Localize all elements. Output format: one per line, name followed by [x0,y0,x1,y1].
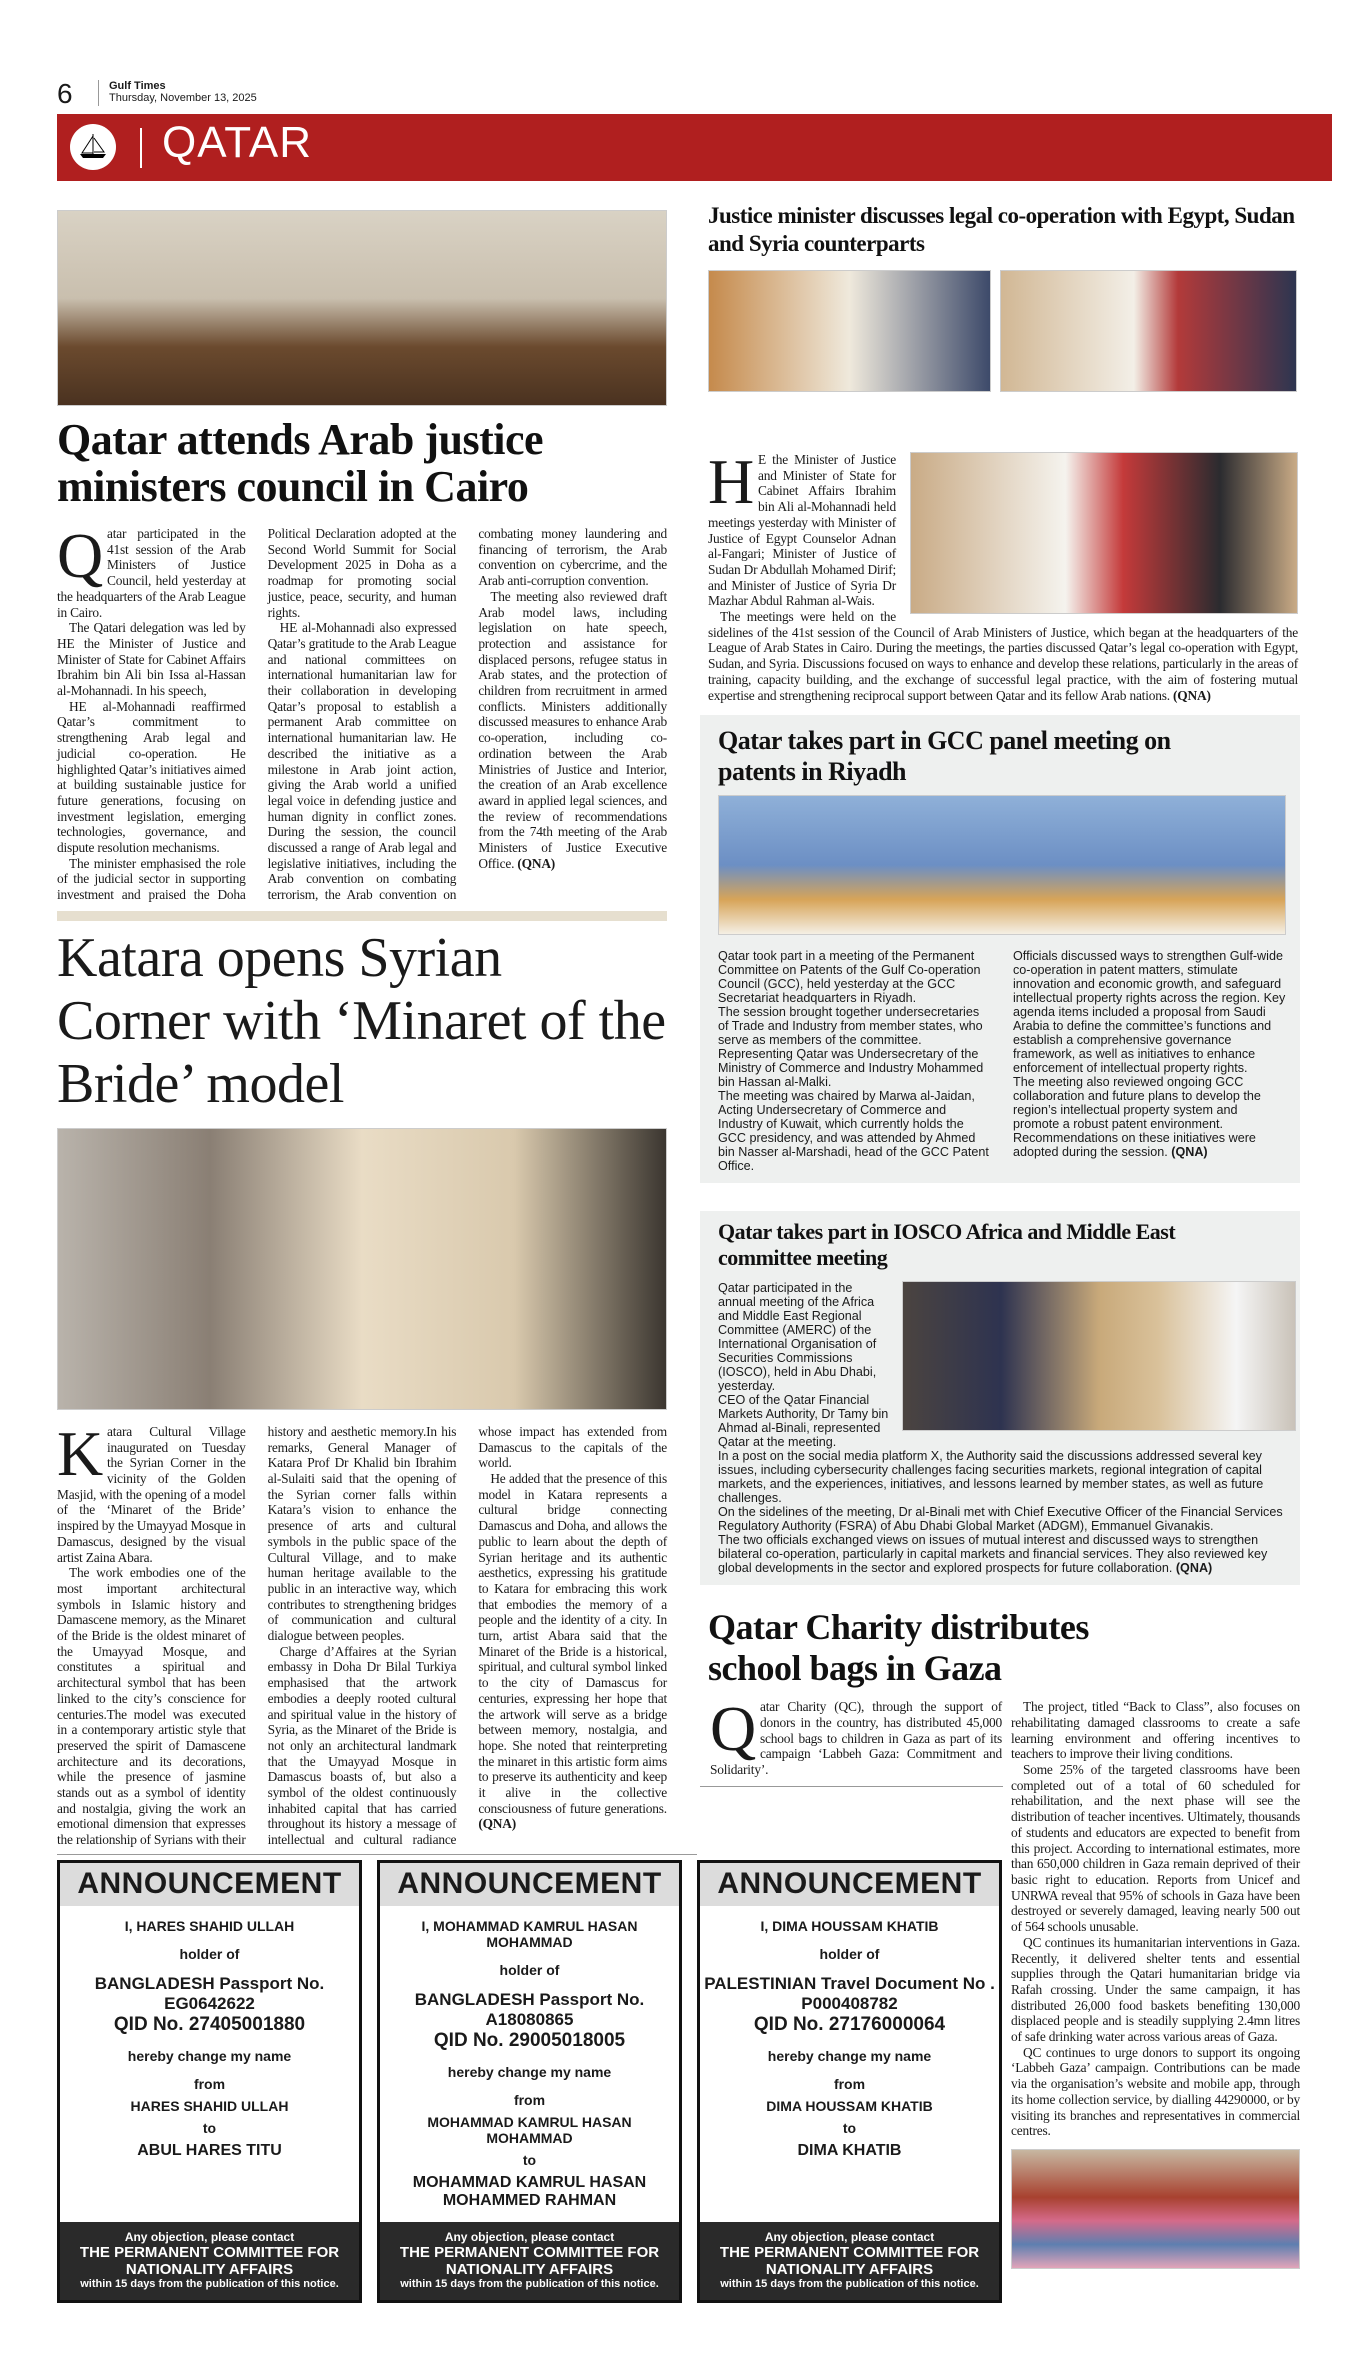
change-statement: hereby change my name [447,2064,612,2080]
change-statement: hereby change my name [127,2048,292,2064]
objection-footer [700,2222,999,2300]
new-name: ABUL HARES TITU [137,2142,282,2159]
justice-meeting-photo-2 [1000,270,1297,392]
paragraph: The session brought together undersecretaries of Trade and Industry from member states, who serve as members of the committee. [718,1005,983,1048]
old-name: DIMA HOUSSAM KHATIB [766,2098,933,2114]
qid-number: QID No. 27176000064 [753,2014,946,2035]
announcement-title: ANNOUNCEMENT [380,1863,679,1906]
credit: (QNA) [1173,687,1211,703]
issue-date: Thursday, November 13, 2025 [109,92,257,104]
paragraph: QC continues to urge donors to support its ongoing ‘Labbeh Gaza’ campaign. Contributions can be made via the organisation’s website and mobile app, through its home collection service, by dialling 44290000, or by visiting its branches and representatives in commercial centres. [1010,2044,1300,2139]
objection-footer [380,2222,679,2300]
paragraph: The meeting also reviewed ongoing GCC collaboration and future plans to develop the region’s intellectual property system and promote a robust patent environment. Recommendations on these initiatives were adopted during the session. [1013,1075,1261,1160]
applicant-name: I, HARES SHAHID ULLAH [124,1918,295,1934]
paragraph: The minister emphasised the role of the judicial sector in supporting investment and praised the Doha Political Declaration adopted at the Second World Summit for Social Development 2025 in Doha as a roadmap for promoting social justice, peace, security, and human rights. [57,526,457,903]
left-column [57,210,667,1848]
paragraph: QC continues its humanitarian interventions in Gaza. Recently, it delivered shelter tents and essential supplies through the Qatari humanitarian bridge via Rafah crossing. Under the same campaign, it has distributed 26,000 food baskets benefiting 130,000 displaced people and is steadily supplying 2.4mn litres of safe drinking water across various areas of Gaza. [1010,1934,1300,2045]
paragraph: Qatar took part in a meeting of the Permanent Committee on Patents of the Gulf Co-operation Council (GCC), held yesterday at the GCC Secretariat headquarters in Riyadh. [718,949,981,1006]
paragraph: Some 25% of the targeted classrooms have been completed out of a total of 60 scheduled for rehabilitation, and the next phase will see the distribution of teacher incentives. Ultimately, thousands of students and educators are expected to benefit from this project. According to international estimates, more than 650,000 children in Gaza remain deprived of their basic right to education. Reports from Unicef and UNRWA reveal that 95% of schools in Gaza have been destroyed or severely damaged, leaving nearly 500 out of 564 schools unusable. [1010,1762,1300,1935]
paragraph: atar Charity (QC), through the support of donors in the country, has distributed 45,000 school bags to children in Gaza as part of its campaign ‘Labbeh Gaza: Commitment and Solidarity’. [710,1699,1002,1778]
paragraph: The project, titled “Back to Class”, also focuses on rehabilitating damaged classrooms to create a safe learning environment and offering incentives to teachers to improve their living conditions. [1010,1699,1300,1762]
paragraph: E the Minister of Justice and Minister of State for Cabinet Affairs Ibrahim bin Ali al-Mohannadi held meetings yesterday with Minister of Justice of Egypt Counselor Adnan al-Fangari; Minister of Justice of Sudan Dr Abdullah Mohamed Dirif; and Minister of Justice of Syria Dr Mazhar Abdul Rahman al-Wais. [708,452,896,609]
article-justice-body [708,446,1298,703]
justice-meeting-photo-1 [708,270,991,392]
headline-justice-minister: Justice minister discusses legal co-operation with Egypt, Sudan and Syria counterparts [708,203,1295,256]
to-label: to [202,2120,217,2136]
section-title: QATAR [162,118,313,167]
article-cairo-body [57,520,667,903]
credit: (QNA) [478,1816,516,1832]
announcements [57,1860,1002,2303]
column-rule [700,1786,1003,1787]
holder-label: holder of [179,1946,240,1962]
paragraph: The meeting was chaired by Marwa al-Jaidan, Acting Undersecretary of Commerce and Industry of Kuwait, which currently holds the GCC presidency, and was attended by Ahmed bin Nasser al-Marshadi, head of the GCC Patent Office. [718,1089,989,1174]
paragraph: Qatar participated in the annual meeting of the Africa and Middle East Regional Committee (AMERC) of the International Organisation of Securities Commissions (IOSCO), held in Abu Dhabi, yesterday. [718,1281,877,1394]
announcement-notice [697,1860,1002,2303]
masthead [98,80,257,106]
headline-cairo: Qatar attends Arab justice ministers council in Cairo [57,415,544,511]
committee-name: THE PERMANENT COMMITTEE FOR NATIONALITY AFFAIRS [399,2244,660,2278]
old-name: HARES SHAHID ULLAH [130,2098,289,2114]
holder-label: holder of [819,1946,880,1962]
document-number: BANGLADESH Passport No. A18080865 [414,1990,645,2029]
paragraph: HE al-Mohannadi also expressed Qatar’s gratitude to the Arab League and national committees on international humanitarian law for their collaboration in developing Qatar’s proposal to establish a permanent Arab committee on international humanitarian law. He described the initiative as a milestone in Arab joint action, giving the Arab world a unified legal voice in defending justice and human dignity in conflict zones. During the session, the council discussed a range of Arab legal and legislative initiatives, including the Arab convention on combating terrorism, the Arab convention on combating money laundering and financing of terrorism, the Arab convention on cybercrime, and the Arab anti-corruption convention. [267,526,667,903]
objection-footer [60,2222,359,2300]
committee-name: THE PERMANENT COMMITTEE FOR NATIONALITY AFFAIRS [79,2244,340,2278]
katara-minaret-photo [57,1128,667,1410]
to-label: to [842,2120,857,2136]
paragraph: Officials discussed ways to strengthen Gulf-wide co-operation in patent matters, stimulate innovation and economic growth, and safeguard intellectual property rights across the region. Key agenda items included a proposal from Saudi Arabia to define the committee’s functions and establish a comprehensive governance framework, as well as initiatives to enhance enforcement of intellectual property rights. [1013,949,1286,1076]
gcc-article-box [700,715,1300,1183]
paragraph: The meetings were held on the sidelines of the 41st session of the Council of Arab Ministers of Justice, which began at the headquarters of the League of Arab States in Cairo. During the meetings, the parties discussed Qatar’s legal co-operation with Egypt, Sudan, and Syria. Discussions focused on ways to enhance and develop these relations, particularly in the areas of training, capacity building, and the exchange of successful legal practice, with the aim of fostering mutual expertise and strengthening reciprocal support between Qatar and its fellow Arab nations. [708,609,1298,703]
article-gcc-body [718,949,1286,1173]
drop-cap: H [708,446,755,517]
new-name: MOHAMMAD KAMRUL HASAN MOHAMMED RAHMAN [412,2174,647,2209]
paragraph: The meeting also reviewed draft Arab model laws, including legislation on hate speech, protection and assistance for displaced persons, refugee status in Arab states, and the protection of children from recruitment in armed conflicts. Ministers additionally discussed measures to enhance Arab co-operation, including co-ordination between the Arab Ministries of Justice and Interior, the creation of an Arab excellence award in applied legal sciences, and the review of recommendations from the 74th meeting of the Arab Ministers of Justice Executive Office. [478,588,667,871]
paragraph: The two officials exchanged views on issues of mutual interest and discussed ways to strengthen bilateral co-operation, particularly in capital markets and financial services. They also reviewed key global developments in the sector and explored prospects for future collaboration. [718,1533,1268,1576]
paragraph: Representing Qatar was Undersecretary of the Ministry of Commerce and Industry Mohammed bin Hassan al-Malki. [718,1047,984,1090]
contact-line: Any objection, please contact [764,2230,935,2244]
holder-label: holder of [499,1962,560,1978]
drop-cap: Q [710,1693,757,1765]
article-katara-body [57,1417,667,1848]
charity-column [1011,1699,1300,2269]
headline-katara: Katara opens Syrian Corner with ‘Minaret of the Bride’ model [57,926,666,1115]
qid-number: QID No. 29005018005 [433,2030,626,2051]
iosco-meeting-photo [902,1281,1296,1431]
iosco-article-box [700,1211,1300,1585]
paper-name: Gulf Times [109,80,166,92]
paragraph: HE al-Mohannadi reaffirmed Qatar’s commitment to strengthening Arab legal and judicial co-operation. He highlighted Qatar’s initiatives aimed at building sustainable justice for future generations, focusing on investment legislation, emerging technologies, governance, and dispute resolution mechanisms. [57,698,246,856]
committee-name: THE PERMANENT COMMITTEE FOR NATIONALITY AFFAIRS [719,2244,980,2278]
credit: (QNA) [517,855,556,871]
paragraph: atar participated in the 41st session of the Arab Ministers of Justice Council, held yesterday at the headquarters of the Arab League in Cairo. [57,526,246,620]
from-label: from [513,2092,546,2108]
announcement-title: ANNOUNCEMENT [700,1863,999,1906]
headline-charity: Qatar Charity distributes school bags in Gaza [708,1607,1089,1689]
charity-intro-wrap [700,1693,1003,1787]
from-label: from [833,2076,866,2092]
from-label: from [193,2076,226,2092]
deadline-line: within 15 days from the publication of this notice. [720,2278,979,2290]
contact-line: Any objection, please contact [444,2230,615,2244]
article-iosco-body [718,1281,1296,1575]
document-number: BANGLADESH Passport No. EG0642622 [94,1974,325,2013]
headline-iosco: Qatar takes part in IOSCO Africa and Middle East committee meeting [718,1219,1176,1271]
paragraph: atara Cultural Village inaugurated on Tuesday the Syrian Corner in the vicinity of the Golden Masjid, with the opening of a model of the ‘Minaret of the Bride’ inspired by the Umayyad Mosque in Damascus, designed by the visual artist Zaina Abara. [57,1423,246,1565]
drop-cap: K [57,1417,104,1489]
article-charity-body [1011,1699,1300,2139]
document-number: PALESTINIAN Travel Document No . P000408782 [704,1974,995,2013]
credit: (QNA) [1171,1145,1208,1160]
headline-gcc: Qatar takes part in GCC panel meeting on patents in Riyadh [718,726,1171,787]
applicant-name: I, MOHAMMAD KAMRUL HASAN MOHAMMAD [421,1918,638,1950]
paragraph: In a post on the social media platform X, the Authority said the discussions addressed several key issues, including cybersecurity challenges facing securities markets, regional integration of capital markets, and the experiences, initiatives, and lessons learned by member states, as well as future challenges. [718,1449,1264,1506]
announcement-title: ANNOUNCEMENT [60,1863,359,1906]
old-name: MOHAMMAD KAMRUL HASAN MOHAMMAD [427,2114,632,2146]
credit: (QNA) [1175,1561,1213,1576]
deadline-line: within 15 days from the publication of this notice. [400,2278,659,2290]
dhow-logo-icon [70,124,116,170]
gcc-panel-photo [718,795,1286,935]
announcement-notice [57,1860,362,2303]
contact-line: Any objection, please contact [124,2230,295,2244]
deadline-line: within 15 days from the publication of this notice. [80,2278,339,2290]
paragraph: The work embodies one of the most important architectural symbols in Islamic history and Damascene memory, as the Minaret of the Bride is the oldest minaret of the Umayyad Mosque, and constitutes a spiritual and architectural symbol that has been linked to the city’s conscience for centuries.The model was executed in a contemporary artistic style that preserved the spirit of Damascene architecture and its decorations, while the presence of jasmine stands out as a symbol of identity and nostalgia, giving the work an emotional dimension that expresses the relationship of Syrians with their history and aesthetic memory.In his remarks, General Manager of Katara Prof Dr Khalid bin Ibrahim al-Sulaiti said that the opening of the Syrian corner falls within Katara’s vision to enhance the presence of arts and cultural symbols in the public space of the Cultural Village, and to make human heritage available to the public in an interactive way, which contributes to strengthening bridges of communication and cultural dialogue between peoples. [57,1423,457,1848]
banner-divider [140,128,142,168]
cairo-council-photo [57,210,667,406]
paragraph: He added that the presence of this model in Katara represents a cultural bridge connecting Damascus and Doha, and allows the public to learn about the depth of Syrian heritage and its authentic aesthetics, expressing his gratitude to Katara for embracing this work that embodies the memory of a people and the identity of a city. In turn, artist Abara said that the Minaret of the Bride is a historical, spiritual, and cultural symbol linked to the city of Damascus for centuries, expressing her hope that the artwork will serve as a bridge between memory, nostalgia, and hope. She noted that reinterpreting the minaret in this artistic form aims to preserve its authenticity and keep it alive in the collective consciousness of future generations. [478,1470,667,1816]
paragraph: Charge d’Affaires at the Syrian embassy in Doha Dr Bilal Turkiya emphasised that the artwork embodies a deeply rooted cultural and spiritual value in the history of Syria, as the Minaret of the Bride is not only an architectural landmark that the Umayyad Mosque in Damascus boasts of, but also a symbol of the oldest continuously inhabited capital that has carried throughout its history a message of intellectual and cultural radiance whose impact has extended from Damascus to the capitals of the world. [267,1423,667,1848]
change-statement: hereby change my name [767,2048,932,2064]
page-number: 6 [57,78,73,109]
applicant-name: I, DIMA HOUSSAM KHATIB [760,1918,939,1934]
section-divider [57,911,667,921]
announcement-notice [377,1860,682,2303]
drop-cap: Q [57,520,104,591]
paragraph: On the sidelines of the meeting, Dr al-Binali met with Chief Executive Officer of the Financial Services Regulatory Authority (FSRA) of Abu Dhabi Global Market (ADGM), Emmanuel Givanakis. [718,1505,1283,1534]
new-name: DIMA KHATIB [797,2142,902,2159]
charity-intro [710,1693,1002,1778]
qid-number: QID No. 27405001880 [113,2014,306,2035]
school-bags-photo [1011,2149,1300,2269]
justice-meeting-photo-3 [910,452,1298,614]
to-label: to [522,2152,537,2168]
paragraph: CEO of the Qatar Financial Markets Authority, Dr Tamy bin Ahmad al-Binali, represented Qatar at the meeting. [718,1393,889,1450]
column-rule [57,1854,697,1855]
paragraph: The Qatari delegation was led by HE the Minister of Justice and Minister of State for Cabinet Affairs Ibrahim bin Ali bin Issa al-Hassan al-Mohannadi. In his speech, [57,620,246,699]
